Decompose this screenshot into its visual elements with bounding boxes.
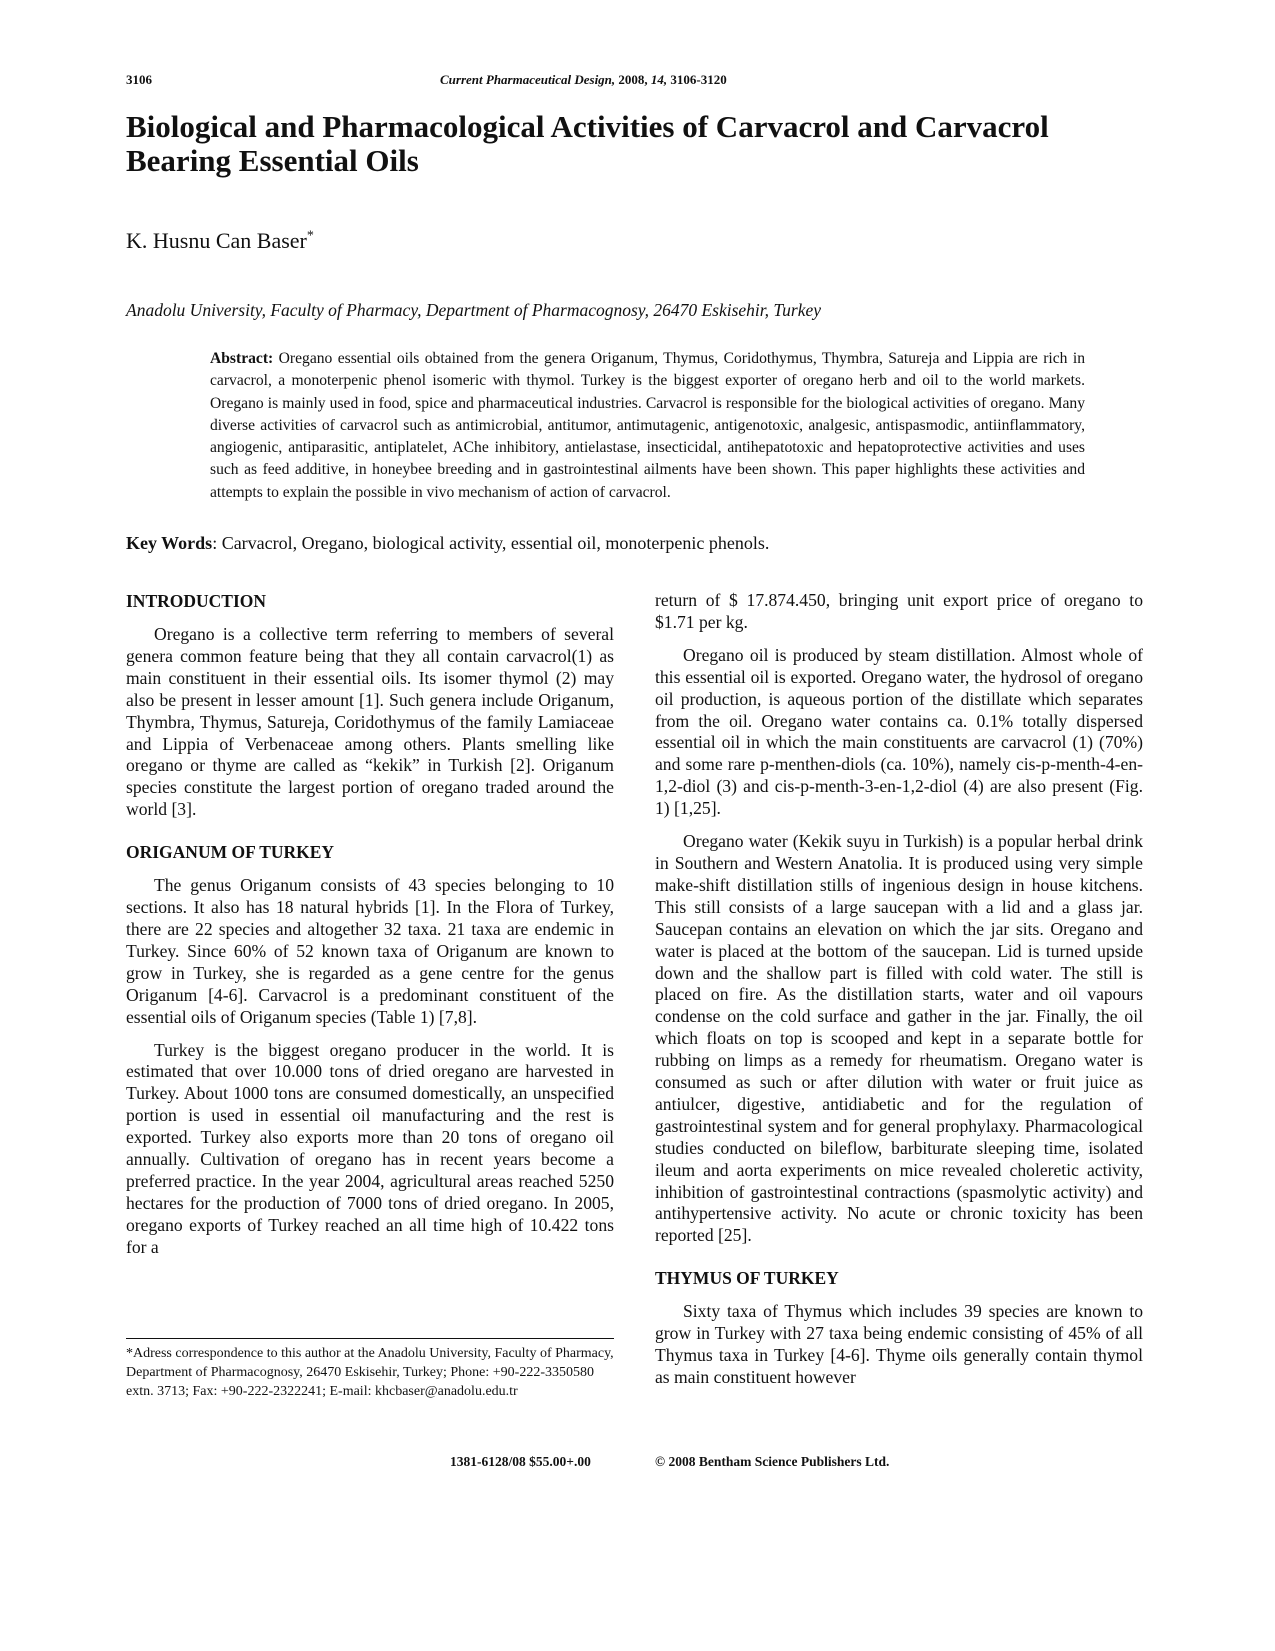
keywords — [126, 533, 769, 554]
paragraph-origanum-2: Turkey is the biggest oregano producer in the world. It is estimated that over 10.000 tons of dried oregano are harvested in Turkey. About 1000 tons are consumed domestically, an unspecified portion is used in essential oil manufacturing and the rest is exported. Turkey also exports more than 20 tons of oregano oil annually. Cultivation of oregano has in recent years become a preferred practice. In the year 2004, agricultural areas reached 5250 hectares for the production of 7000 tons of dried oregano. In 2005, oregano exports of Turkey reached an all time high of 10.422 tons for a — [126, 1039, 614, 1257]
paragraph-origanum-1: The genus Origanum consists of 43 species belonging to 10 sections. It also has 18 natural hybrids [1]. In the Flora of Turkey, there are 22 species and altogether 32 taxa. 21 taxa are endemic in Turkey. Since 60% of 52 known taxa of Origanum are known to grow in Turkey, she is regarded as a gene centre for the genus Origanum [4-6]. Carvacrol is a predominant constituent of the essential oils of Origanum species (Table 1) [7,8]. — [126, 875, 614, 1027]
journal-pages: 3106-3120 — [670, 72, 727, 87]
keywords-text: : Carvacrol, Oregano, biological activity, essential oil, monoterpenic phenols. — [212, 533, 770, 553]
left-column — [126, 590, 614, 1270]
section-heading-origanum: ORIGANUM OF TURKEY — [126, 842, 335, 863]
article-title: Biological and Pharmacological Activities of Carvacrol and Carvacrol Bearing Essential Oils — [126, 109, 1049, 178]
paragraph-introduction: Oregano is a collective term referring to members of several genera common feature being that they all contain carvacrol(1) as main constituent in their essential oils. Its isomer thymol (2) may also be present in lesser amount [1]. Such genera include Origanum, Thymbra, Thymus, Satureja, Coridothymus of the family Lamiaceae and Lippia of Verbenaceae among others. Plants smelling like oregano or thyme are called as “kekik” in Turkish [2]. Origanum species constitute the largest portion of oregano traded around the world [3]. — [126, 624, 614, 820]
abstract-label: Abstract: — [210, 350, 274, 367]
paragraph-oregano-water: Oregano water (Kekik suyu in Turkish) is a popular herbal drink in Southern and Western Anatolia. It is produced using very simple make-shift distillation stills of ingenious design in house kitchens. This still consists of a large saucepan with a lid and a glass jar. Saucepan contains an elevation on which the jar sits. Oregano and water is placed at the bottom of the saucepan. Lid is turned upside down and the shallow part is filled with cold water. The still is placed on fire. As the distillation starts, water and oil vapours condense on the cold surface and gather in the jar. Finally, the oil which floats on top is scooped and kept in a separate bottle for rubbing on limps as a remedy for rheumatism. Oregano water is consumed as such or after dilution with water or fruit juice as antiulcer, digestive, antidiabetic and for the regulation of gastrointestinal system and for general prophylaxy. Pharmacological studies conducted on bileflow, barbiturate sleeping time, isolated ileum and aorta experiments on mice revealed choleretic activity, inhibition of gastrointestinal contractions (spasmolytic activity) and antihypertensive activity. No acute or chronic toxicity has been reported [25]. — [655, 831, 1143, 1246]
abstract — [210, 348, 1085, 504]
paragraph-thymus: Sixty taxa of Thymus which includes 39 species are known to grow in Turkey with 27 taxa being endemic consisting of 45% of all Thymus taxa in Turkey [4-6]. Thyme oils generally contain thymol as main constituent however — [655, 1301, 1143, 1387]
journal-year: 2008, — [618, 72, 648, 87]
author-mark: * — [306, 228, 314, 244]
section-heading-thymus: THYMUS OF TURKEY — [655, 1268, 839, 1289]
journal-citation — [440, 72, 727, 88]
author-name: K. Husnu Can Baser — [126, 228, 307, 253]
right-column — [655, 590, 1143, 1400]
paragraph-oregano-oil: Oregano oil is produced by steam distillation. Almost whole of this essential oil is exported. Oregano water, the hydrosol of oregano oil production, is aqueous portion of the distillate which separates from the oil. Oregano water contains ca. 0.1% totally dispersed essential oil in which the main constituents are carvacrol (1) (70%) and some rare p-menthen-diols (ca. 10%), namely cis-p-menth-4-en-1,2-diol (3) and cis-p-menth-3-en-1,2-diol (4) are also present (Fig. 1) [1,25]. — [655, 644, 1143, 819]
affiliation: Anadolu University, Faculty of Pharmacy, Department of Pharmacognosy, 26470 Eskisehir, Turkey — [126, 300, 822, 320]
journal-volume: 14, — [650, 72, 668, 87]
page-number: 3106 — [126, 72, 152, 87]
keywords-label: Key Words — [126, 533, 213, 553]
author-line — [126, 228, 314, 254]
paragraph-continuation: return of $ 17.874.450, bringing unit export price of oregano to $1.71 per kg. — [655, 590, 1143, 632]
abstract-text: Oregano essential oils obtained from the genera Origanum, Thymus, Coridothymus, Thymbra, Satureja and Lippia are rich in carvacrol, a monoterpenic phenol isomeric with thymol. Turkey is the biggest exporter of oregano herb and oil to the world markets. Oregano is mainly used in food, spice and pharmaceutical industries. Carvacrol is responsible for the biological activities of oregano. Many diverse activities of carvacrol such as antimicrobial, antitumor, antimutagenic, antigenotoxic, analgesic, antispasmodic, antiinflammatory, angiogenic, antiparasitic, antiplatelet, AChe inhibitory, antielastase, insecticidal, antihepatotoxic and hepatoprotective activities and uses such as feed additive, in honeybee breeding and in gastrointestinal ailments have been shown. This paper highlights these activities and attempts to explain the possible in vivo mechanism of action of carvacrol. — [210, 350, 1085, 501]
section-heading-introduction: INTRODUCTION — [126, 591, 267, 611]
correspondence-footnote: *Adress correspondence to this author at the Anadolu University, Faculty of Pharmacy, Department of Pharmacognosy, 26470 Eskisehir, Turkey; Phone: +90-222-3350580 extn. 3713; Fax: +90-222-2322241; E-mail: khcbaser@anadolu.edu.tr — [126, 1346, 614, 1399]
copyright: © 2008 Bentham Science Publishers Ltd. — [655, 1454, 890, 1469]
issn-price: 1381-6128/08 $55.00+.00 — [450, 1454, 591, 1469]
journal-name: Current Pharmaceutical Design, — [440, 72, 616, 87]
footnote-rule — [126, 1338, 614, 1339]
